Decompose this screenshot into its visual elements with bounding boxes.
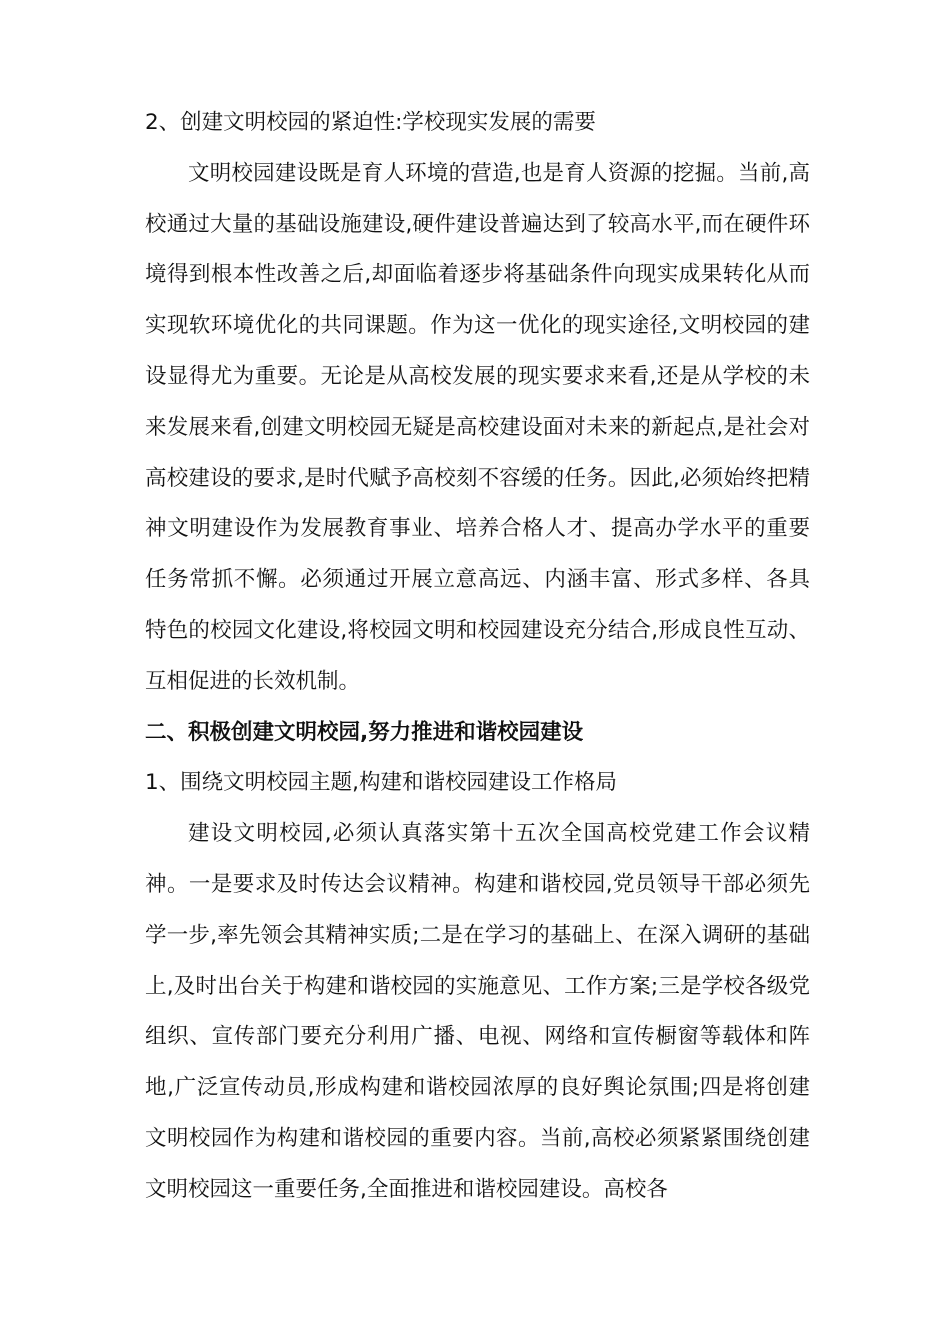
paragraph-civilized-campus: 文明校园建设既是育人环境的营造,也是育人资源的挖掘。当前,高校通过大量的基础设施建设,硬件建设普遍达到了较高水平,而在硬件环境得到根本性改善之后,却面临着逐步将基础条件向现实成果转化从而实现软环境优化的共同课题。作为这一优化的现实途径,文明校园的建设显得尤为重要。无论是从高校发展的现实要求来看,还是从学校的未来发展来看,创建文明校园无疑是高校建设面对未来的新起点,是社会对高校建设的要求,是时代赋予高校刻不容缓的任务。因此,必须始终把精神文明建设作为发展教育事业、培养合格人才、提高办学水平的重要任务常抓不懈。必须通过开展立意高远、内涵丰富、形式多样、各具特色的校园文化建设,将校园文明和校园建设充分结合,形成良性互动、互相促进的长效机制。 <box>145 160 810 694</box>
subheading-urgency: 2、创建文明校园的紧迫性:学校现实发展的需要 <box>145 110 596 135</box>
document-body <box>145 98 810 1216</box>
subheading-theme: 1、围绕文明校园主题,构建和谐校园建设工作格局 <box>145 770 618 796</box>
paragraph-harmonious-campus: 建设文明校园,必须认真落实第十五次全国高校党建工作会议精神。一是要求及时传达会议精神。构建和谐校园,党员领导干部必须先学一步,率先领会其精神实质;二是在学习的基础上、在深入调研的基础上,及时出台关于构建和谐校园的实施意见、工作方案;三是学校各级党组织、宣传部门要充分利用广播、电视、网络和宣传橱窗等载体和阵地,广泛宣传动员,形成构建和谐校园浓厚的良好舆论氛围;四是将创建文明校园作为构建和谐校园的重要内容。当前,高校必须紧紧围绕创建文明校园这一重要任务,全面推进和谐校园建设。高校各 <box>145 821 810 1202</box>
section-heading: 二、积极创建文明校园,努力推进和谐校园建设 <box>145 719 584 745</box>
